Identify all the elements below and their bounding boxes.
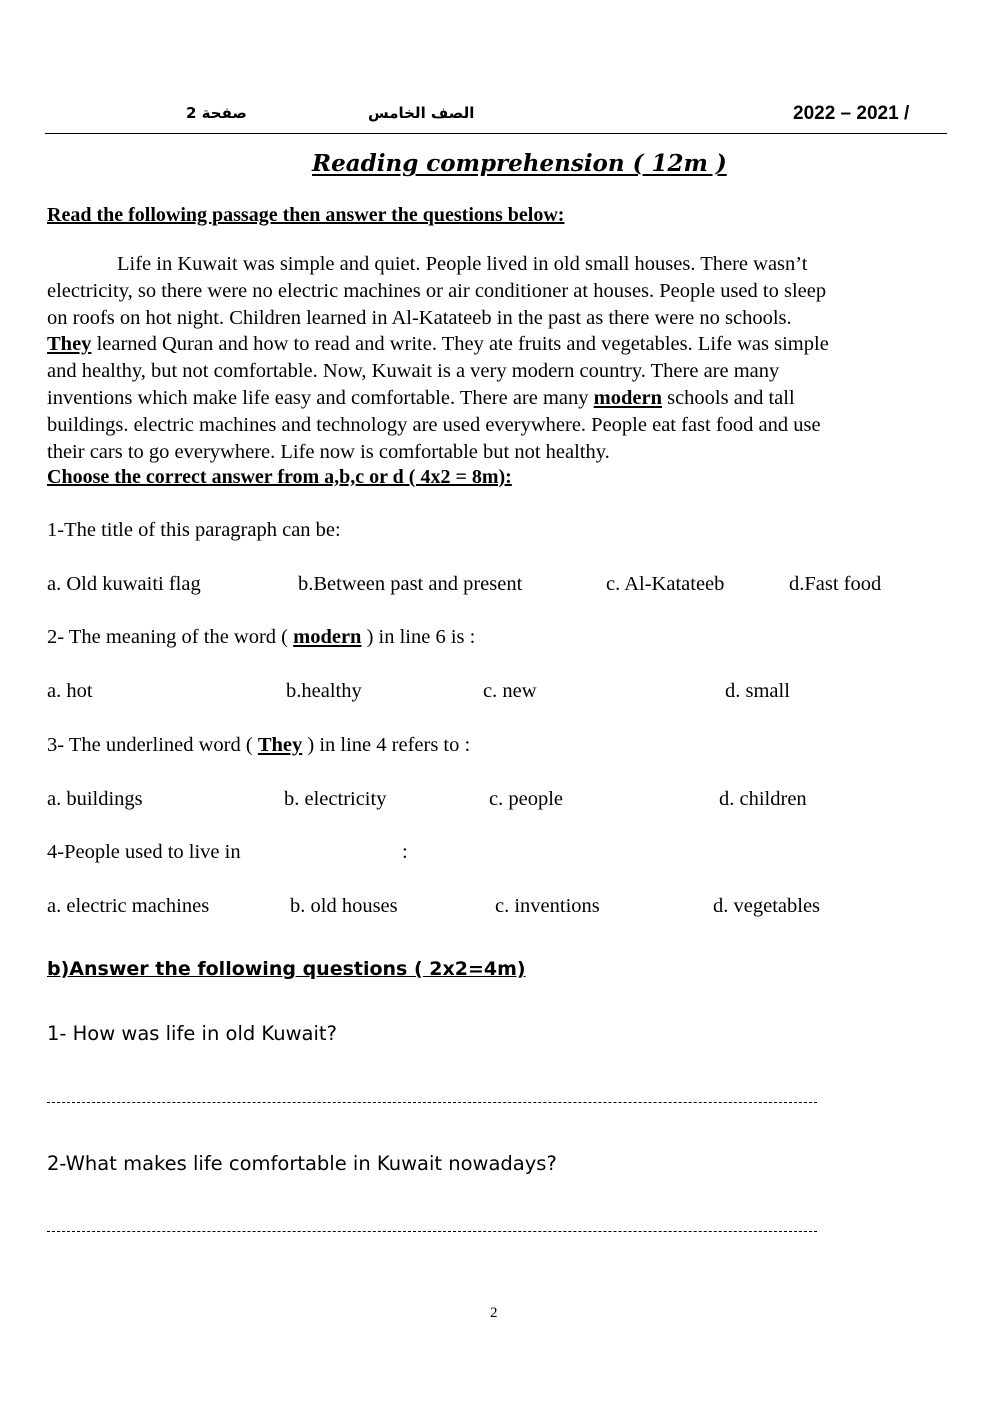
question-1: 1-The title of this paragraph can be: (47, 519, 341, 541)
passage-line-6 (47, 385, 949, 412)
q3-option-b[interactable]: b. electricity (284, 788, 387, 810)
question-3-pre: 3- The underlined word ( (47, 734, 258, 756)
q3-option-d[interactable]: d. children (719, 788, 807, 810)
q4-option-d[interactable]: d. vegetables (713, 895, 821, 917)
question-4: 4-People used to live in (47, 841, 241, 863)
q1-option-b[interactable]: b.Between past and present (298, 573, 523, 595)
q1-option-a[interactable]: a. Old kuwaiti flag (47, 573, 201, 595)
question-2-word: modern (293, 626, 362, 648)
passage-line-4-text: learned Quran and how to read and write. They ate fruits and vegetables. Life was simple (91, 333, 829, 356)
q4-option-c[interactable]: c. inventions (495, 895, 600, 917)
passage-line-7: buildings. electric machines and technology are used everywhere. People eat fast food and use (47, 413, 821, 436)
passage-line-6-pre: inventions which make life easy and comfortable. There are many (47, 386, 594, 409)
q2-option-b[interactable]: b.healthy (286, 680, 362, 702)
underlined-word-they: They (47, 333, 92, 356)
question-3-word: They (257, 734, 303, 756)
answer-line-1[interactable] (47, 1102, 817, 1103)
part-a-instruction: Choose the correct answer from a,b,c or d ( 4x2 = 8m): (47, 466, 512, 488)
part-b-title: b)Answer the following questions ( 2x2=4m) (47, 958, 526, 980)
section-title: Reading comprehension ( 12m ) (312, 150, 727, 177)
q3-option-c[interactable]: c. people (489, 788, 563, 810)
question-3-post: ) in line 4 refers to : (302, 734, 471, 756)
header-page-label: صفحة 2 (186, 104, 247, 122)
question-4-colon: : (402, 841, 408, 863)
q3-option-a[interactable]: a. buildings (47, 788, 143, 810)
q4-option-b[interactable]: b. old houses (290, 895, 398, 917)
header-divider (45, 133, 947, 134)
underlined-word-modern: modern (593, 386, 662, 409)
part-b-question-1: 1- How was life in old Kuwait? (47, 1022, 337, 1045)
part-b-question-2: 2-What makes life comfortable in Kuwait nowadays? (47, 1152, 557, 1175)
reading-passage (47, 251, 949, 465)
q2-option-c[interactable]: c. new (483, 680, 537, 702)
question-2-post: ) in line 6 is : (361, 626, 476, 648)
passage-line-4 (47, 331, 949, 358)
q2-option-d[interactable]: d. small (725, 680, 790, 702)
header-grade: الصف الخامس (368, 104, 475, 122)
passage-line-5: and healthy, but not comfortable. Now, Kuwait is a very modern country. There are many (47, 360, 780, 383)
question-2-pre: 2- The meaning of the word ( (47, 626, 294, 648)
q1-option-d[interactable]: d.Fast food (789, 573, 882, 595)
passage-instruction: Read the following passage then answer the questions below: (47, 204, 565, 226)
answer-line-2[interactable] (47, 1231, 817, 1232)
q2-option-a[interactable]: a. hot (47, 680, 93, 702)
q4-option-a[interactable]: a. electric machines (47, 895, 210, 917)
question-2 (47, 626, 475, 649)
page-number: 2 (490, 1305, 498, 1321)
passage-line-1: Life in Kuwait was simple and quiet. People lived in old small houses. There wasn’t (117, 253, 808, 275)
passage-line-2: electricity, so there were no electric machines or air conditioner at houses. People used to sleep (47, 279, 827, 302)
passage-line-8: their cars to go everywhere. Life now is comfortable but not healthy. (47, 440, 610, 463)
passage-line-3: on roofs on hot night. Children learned in Al-Katateeb in the past as there were no schools. (47, 306, 792, 329)
question-3 (47, 734, 470, 757)
passage-line-6-post: schools and tall (661, 386, 795, 409)
q1-option-c[interactable]: c. Al-Katateeb (606, 573, 725, 595)
header-year: 2022 – 2021 / (793, 103, 910, 124)
